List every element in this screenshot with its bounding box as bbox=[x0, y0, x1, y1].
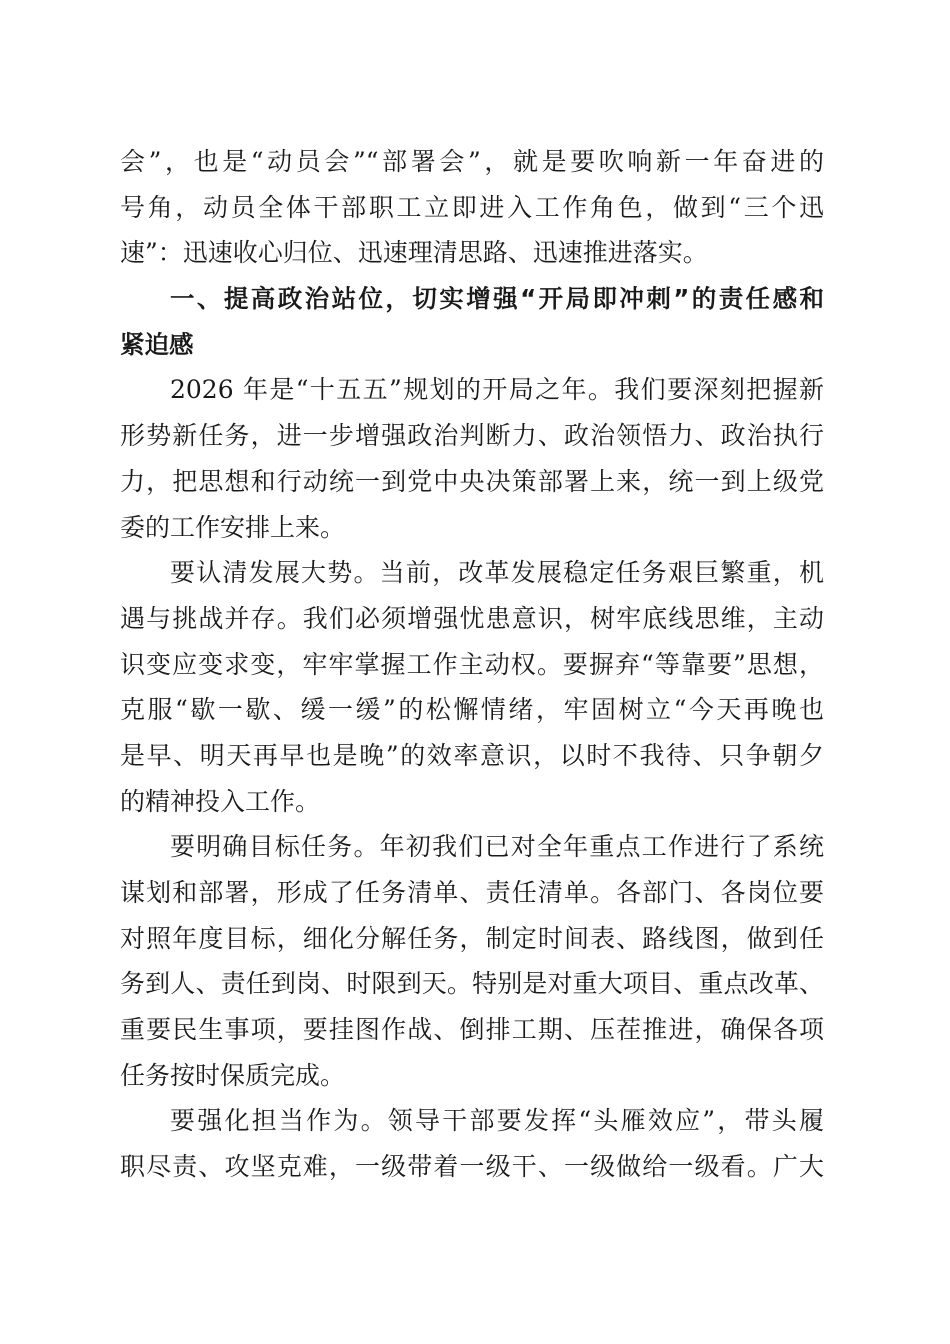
text-line: 要认清发展大势。当前，改革发展稳定任务艰巨繁重，机 bbox=[170, 558, 824, 588]
text-line: 任务按时保质完成。 bbox=[120, 1060, 346, 1090]
text-line: 会”，也是“动员会”“部署会”，就是要吹响新一年奋进的 bbox=[120, 147, 824, 176]
text-line: 谋划和部署，形成了任务清单、责任清单。各部门、各岗位要 bbox=[120, 878, 824, 907]
text-line: 要强化担当作为。领导干部要发挥“头雁效应”，带头履 bbox=[170, 1106, 824, 1136]
text-line: 速”：迅速收心归位、迅速理清思路、迅速推进落实。 bbox=[120, 238, 708, 268]
section-heading: 一、提高政治站位，切实增强“开局即冲刺”的责任感和 bbox=[170, 284, 824, 314]
text-line: 的精神投入工作。 bbox=[120, 786, 321, 816]
text-line: 委的工作安排上来。 bbox=[120, 512, 346, 542]
text-line: 克服“歇一歇、缓一缓”的松懈情绪，牢固树立“今天再晚也 bbox=[120, 695, 824, 725]
document-body bbox=[120, 139, 824, 1190]
text-line: 识变应变求变，牢牢掌握工作主动权。要摒弃“等靠要”思想， bbox=[120, 649, 824, 679]
text-line: 职尽责、攻坚克难，一级带着一级干、一级做给一级看。广大 bbox=[120, 1152, 824, 1182]
text-line: 形势新任务，进一步增强政治判断力、政治领悟力、政治执行 bbox=[120, 421, 824, 451]
text-line: 力，把思想和行动统一到党中央决策部署上来，统一到上级党 bbox=[120, 466, 824, 496]
section-heading: 紧迫感 bbox=[120, 329, 194, 359]
text-line: 2026 年是“十五五”规划的开局之年。我们要深刻把握新 bbox=[170, 375, 824, 405]
text-line: 要明确目标任务。年初我们已对全年重点工作进行了系统 bbox=[170, 832, 824, 862]
text-line: 是早、明天再早也是晚”的效率意识，以时不我待、只争朝夕 bbox=[120, 740, 824, 770]
text-line: 号角，动员全体干部职工立即进入工作角色，做到“三个迅 bbox=[120, 192, 824, 222]
text-line: 遇与挑战并存。我们必须增强忧患意识，树牢底线思维，主动 bbox=[120, 603, 824, 633]
text-line: 重要民生事项，要挂图作战、倒排工期、压茬推进，确保各项 bbox=[120, 1015, 824, 1045]
text-line: 对照年度目标，细化分解任务，制定时间表、路线图，做到任 bbox=[120, 923, 824, 953]
text-line: 务到人、责任到岗、时限到天。特别是对重大项目、重点改革、 bbox=[120, 969, 824, 999]
